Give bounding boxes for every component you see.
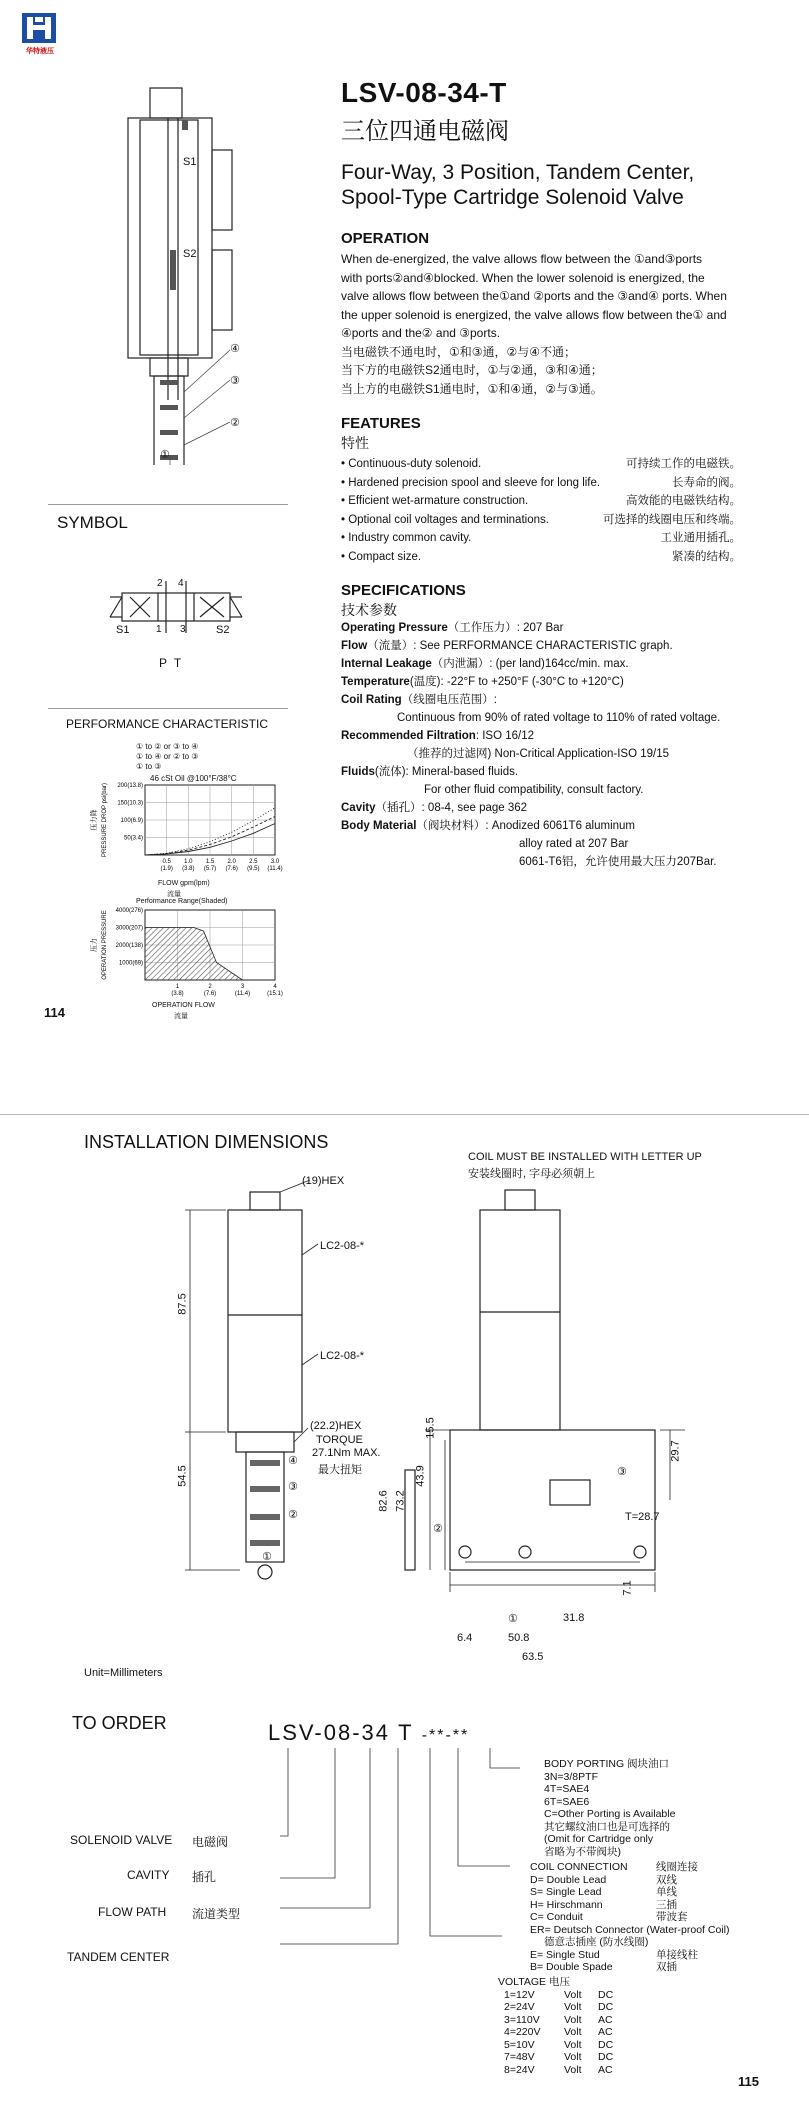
spec-row: Flow（流量）: See PERFORMANCE CHARACTERISTIC graph. <box>341 640 673 652</box>
side-view-drawing <box>170 1180 400 1580</box>
x-tick-label: 2.0 <box>227 859 236 865</box>
manifold-port-3: ③ <box>617 1466 627 1478</box>
symbol-s1: S1 <box>116 624 130 636</box>
coil-connection-options <box>530 1861 780 1974</box>
specs-heading-cn: 技术参数 <box>341 602 397 618</box>
code-options: -**-** <box>421 1727 470 1744</box>
coil-upper-label: LC2-08-* <box>320 1240 365 1252</box>
coil-option: COIL CONNECTION 线圈连接 <box>530 1861 698 1873</box>
page-separator <box>0 1114 809 1115</box>
x-tick-label: 2 <box>208 984 212 990</box>
spec-row: 6061-T6铝，允许使用最大压力207Bar. <box>519 856 717 868</box>
operation-line: with ports②and④blocked. When the lower solenoid is energized, the <box>341 270 705 285</box>
operation-line: 当下方的电磁铁S2通电时，①与②通，③和④通； <box>341 363 603 377</box>
y-axis-label-cn: 压力降 <box>91 809 98 831</box>
order-label-flowpath: FLOW PATH 流道类型 <box>98 1905 241 1921</box>
dim-63-5: 63.5 <box>522 1651 544 1663</box>
symbol-port-2: 2 <box>157 578 163 589</box>
coil-option: E= Single Stud 单接线柱 <box>530 1948 698 1961</box>
page-number-right: 115 <box>738 2074 759 2089</box>
performance-range-area <box>145 928 243 981</box>
model-number: LSV-08-34-T <box>341 77 507 108</box>
code-series: LSV <box>268 1720 315 1745</box>
voltage-option: 5=10V Volt DC <box>504 2038 614 2051</box>
x-tick-label: 4 <box>273 984 277 990</box>
product-name-line-1: Four-Way, 3 Position, Tandem Center, <box>341 161 695 184</box>
specs-list <box>341 619 781 871</box>
y-tick-label: 1000(69) <box>118 960 143 967</box>
x-tick-sublabel: (3.8) <box>182 866 195 872</box>
spec-row: Recommended Filtration: ISO 16/12 <box>341 730 535 742</box>
valve-port-4: ④ <box>230 343 240 355</box>
coil-option: B= Double Spade 双插 <box>530 1961 677 1973</box>
x-tick-sublabel: (7.6) <box>225 866 238 872</box>
voltage-heading: VOLTAGE 电压 <box>498 1976 570 1988</box>
dim-43-9: 43.9 <box>414 1465 427 1487</box>
spec-row: Temperature(温度): -22°F to +250°F (-30°C to +120°C) <box>341 676 624 688</box>
y-axis-label: PRESSURE DROP psi(bar) <box>102 783 108 857</box>
oil-note: 46 cSt Oil @100°F/38°C <box>150 774 237 783</box>
x-tick-sublabel: (7.6) <box>203 991 217 997</box>
voltage-option: 3=110V Volt AC <box>504 2013 613 2026</box>
operation-line: 当电磁铁不通电时，①和③通，②与④不通； <box>341 344 577 359</box>
pressure-drop-chart <box>50 780 290 885</box>
feature-item: • Continuous-duty solenoid. 可持续工作的电磁铁。 <box>341 458 741 470</box>
y2-axis-label-cn: 压力 <box>91 938 98 952</box>
x-tick-sublabel: (1.9) <box>160 866 173 872</box>
x-tick-sublabel: (11.4) <box>234 991 251 997</box>
x-tick-label: 1.0 <box>184 859 193 865</box>
spec-row: Continuous from 90% of rated voltage to 110% of rated voltage. <box>397 712 721 724</box>
logo-mark-icon <box>22 13 56 43</box>
legend-item: ① to ② or ③ to ④ <box>136 742 199 751</box>
torque-cn: 最大扭矩 <box>318 1464 362 1476</box>
dim-82-6: 82.6 <box>377 1490 390 1512</box>
voltage-option: 2=24V Volt DC <box>504 2001 614 2013</box>
feature-item: • Compact size. 紧凑的结构。 <box>341 550 741 563</box>
product-name-en <box>341 160 781 210</box>
dim-54-5: 54.5 <box>176 1465 189 1487</box>
x-tick-sublabel: (11.4) <box>267 866 283 872</box>
y-tick-label: 2000(138) <box>115 943 143 949</box>
voltage-option: 1=12V Volt DC <box>504 1988 614 2001</box>
operation-range-chart <box>50 905 290 1005</box>
coil-option: C= Conduit 带波套 <box>530 1911 688 1923</box>
feature-item: • Efficient wet-armature construction. 高效能的电磁铁结构。 <box>341 495 741 507</box>
x-tick-sublabel: (15.1) <box>267 991 283 997</box>
manifold-port-2: ② <box>433 1523 443 1535</box>
port-1-label: ① <box>262 1551 272 1563</box>
features-heading: FEATURES <box>341 415 421 432</box>
x2-axis-label-cn: 流量 <box>174 1013 188 1020</box>
features-heading-cn: 特性 <box>341 435 369 451</box>
voltage-option: 8=24V Volt AC <box>504 2063 613 2076</box>
coil-option: H= Hirschmann 三插 <box>530 1898 677 1911</box>
range-title: Performance Range(Shaded) <box>136 898 228 905</box>
x-tick-sublabel: (3.8) <box>171 991 184 997</box>
code-center: T <box>398 1720 414 1745</box>
company-logo <box>22 13 56 43</box>
x-tick-label: 3.0 <box>270 859 280 865</box>
spec-row: （推荐的过滤网) Non-Critical Application-ISO 19/15 <box>407 748 670 760</box>
unit-note: Unit=Millimeters <box>84 1667 163 1679</box>
dim-15-5: 15.5 <box>424 1417 437 1439</box>
legend-item: ① to ④ or ② to ③ <box>136 752 199 761</box>
order-leader-lines <box>280 1748 530 1948</box>
installation-heading: INSTALLATION DIMENSIONS <box>84 1132 329 1152</box>
order-label-center: TANDEM CENTER <box>67 1950 170 1964</box>
operation-line: valve allows flow between the①and ②ports and the ③and④ ports. When <box>341 289 727 303</box>
valve-port-2: ② <box>230 417 240 429</box>
port-3-label: ③ <box>288 1481 298 1493</box>
y-tick-label: 4000(276) <box>115 908 143 914</box>
manifold-view-drawing <box>370 1180 700 1600</box>
solenoid-s1-label: S1 <box>183 156 197 168</box>
torque-label: TORQUE <box>316 1434 363 1446</box>
order-code: LSV-08-34 T -**-** <box>268 1720 470 1745</box>
operation-line: the upper solenoid is energized, the valve allows flow between the① and <box>341 307 727 322</box>
x-tick-label: 3 <box>240 984 245 990</box>
spec-row: alloy rated at 207 Bar <box>519 838 629 850</box>
torque-value: 27.1Nm MAX. <box>312 1447 381 1459</box>
order-label-solenoid: SOLENOID VALVE 电磁阀 <box>70 1833 229 1849</box>
operation-line: 当上方的电磁铁S1通电时，①和④通，②与③通。 <box>341 381 603 396</box>
valve-section-drawing <box>120 80 270 465</box>
coil-option: S= Single Lead 单线 <box>530 1886 677 1898</box>
dim-87-5: 87.5 <box>176 1293 189 1315</box>
features-list <box>341 455 741 566</box>
order-heading: TO ORDER <box>72 1713 167 1733</box>
porting-option: 省略为不带阀块) <box>544 1845 621 1858</box>
dim-6-4: 6.4 <box>457 1632 473 1644</box>
coil-option: D= Double Lead 双线 <box>530 1873 677 1886</box>
specs-heading: SPECIFICATIONS <box>341 582 466 599</box>
dim-73-2: 73.2 <box>394 1490 407 1512</box>
product-name-cn: 三位四通电磁阀 <box>341 118 509 145</box>
valve-port-3: ③ <box>230 375 240 387</box>
coil-lower-label: LC2-08-* <box>320 1350 365 1362</box>
x-tick-sublabel: (9.5) <box>247 866 260 872</box>
dim-29-7: 29.7 <box>669 1440 682 1462</box>
dim-31-8: 31.8 <box>563 1612 585 1624</box>
hex-22-label: (22.2)HEX <box>310 1420 362 1432</box>
x-tick-label: 1 <box>175 984 180 990</box>
x-tick-sublabel: (5.7) <box>203 866 217 872</box>
y-tick-label: 150(10.3) <box>117 800 143 807</box>
x-axis-label-cn: 流量 <box>167 891 181 898</box>
y-tick-label: 200(13.8) <box>117 783 143 789</box>
porting-option: C=Other Porting is Available <box>544 1808 676 1820</box>
dim-t: T=28.7 <box>625 1511 660 1523</box>
solenoid-s2-label: S2 <box>183 248 197 260</box>
spec-row: For other fluid compatibility, consult factory. <box>424 784 644 796</box>
divider <box>48 504 288 505</box>
manifold-port-1: ① <box>508 1613 518 1625</box>
symbol-port-3: 3 <box>180 624 186 635</box>
page-number-left: 114 <box>44 1005 65 1020</box>
y-tick-label: 100(6.9) <box>120 818 143 824</box>
operation-heading: OPERATION <box>341 230 430 247</box>
port-4-label: ④ <box>288 1455 298 1467</box>
legend-item: ① to ③ <box>136 762 162 771</box>
performance-heading: PERFORMANCE CHARACTERISTIC <box>66 717 269 731</box>
porting-option: BODY PORTING 阀块油口 <box>544 1758 670 1770</box>
operation-line: ④ports and the② and ③ports. <box>341 326 501 340</box>
x-axis-label: FLOW gpm(lpm) <box>158 880 210 887</box>
operation-text <box>341 250 781 398</box>
dim-7-1: 7.1 <box>621 1580 634 1596</box>
order-label-cavity: CAVITY 插孔 <box>127 1868 217 1884</box>
voltage-option: 7=48V Volt DC <box>504 2051 614 2063</box>
feature-item: • Industry common cavity. 工业通用插孔。 <box>341 532 741 544</box>
y2-axis-label: OPERATION PRESSURE <box>102 910 108 980</box>
spec-row: Cavity（插孔）: 08-4, see page 362 <box>341 802 528 814</box>
valve-port-1: ① <box>160 449 170 461</box>
hydraulic-symbol <box>100 575 250 655</box>
y-tick-label: 3000(207) <box>115 925 143 932</box>
coil-option: 德意志插座 (防水线圈) <box>544 1936 649 1948</box>
porting-option: 4T=SAE4 <box>544 1783 590 1795</box>
spec-row: Internal Leakage（内泄漏）: (per land)164cc/min. max. <box>341 658 629 670</box>
voltage-option: 4=220V Volt AC <box>504 2026 613 2038</box>
symbol-heading: SYMBOL <box>57 513 128 532</box>
symbol-port-4: 4 <box>178 578 184 589</box>
x-tick-label: 0.5 <box>162 859 171 865</box>
spec-row: Operating Pressure（工作压力）: 207 Bar <box>341 622 564 634</box>
x2-axis-label: OPERATION FLOW <box>152 1002 215 1009</box>
dim-50-8: 50.8 <box>508 1632 530 1644</box>
feature-item: • Hardened precision spool and sleeve for long life. 长寿命的阀。 <box>341 476 741 489</box>
code-flowpath: 34 <box>361 1720 390 1745</box>
porting-option: 其它螺纹油口也是可选择的 <box>544 1820 670 1833</box>
company-name: 华特液压 <box>26 48 54 55</box>
symbol-pt-label: P T <box>159 656 184 670</box>
porting-option: 3N=3/8PTF <box>544 1770 598 1783</box>
code-cavity: 08 <box>323 1720 353 1745</box>
y-tick-label: 50(3.4) <box>123 835 143 842</box>
spec-row: Coil Rating（线圈电压范围）: <box>341 694 497 706</box>
coil-note-cn: 安装线圈时, 字母必须朝上 <box>468 1168 596 1180</box>
operation-line: When de-energized, the valve allows flow between the ①and③ports <box>341 252 703 266</box>
x-tick-label: 1.5 <box>205 859 215 865</box>
feature-item: • Optional coil voltages and terminations. 可选择的线圈电压和终端。 <box>341 513 741 526</box>
product-name-line-2: Spool-Type Cartridge Solenoid Valve <box>341 186 684 209</box>
coil-note: COIL MUST BE INSTALLED WITH LETTER UP <box>468 1151 702 1163</box>
x-tick-label: 2.5 <box>249 859 258 865</box>
porting-option: (Omit for Cartridge only <box>544 1833 654 1845</box>
hex-19-label: (19)HEX <box>302 1175 345 1187</box>
symbol-s2: S2 <box>216 624 230 636</box>
port-2-label: ② <box>288 1509 298 1521</box>
symbol-port-1: 1 <box>156 624 162 635</box>
perf-legend <box>136 742 198 772</box>
voltage-options <box>498 1976 638 2076</box>
body-porting-options <box>544 1758 675 1858</box>
spec-row: Fluids(流体): Mineral-based fluids. <box>341 766 519 778</box>
porting-option: 6T=SAE6 <box>544 1795 590 1808</box>
spec-row: Body Material（阀块材料）: Anodized 6061T6 aluminum <box>341 820 636 832</box>
coil-option: ER= Deutsch Connector (Water-proof Coil) <box>530 1923 730 1936</box>
divider <box>48 708 288 709</box>
